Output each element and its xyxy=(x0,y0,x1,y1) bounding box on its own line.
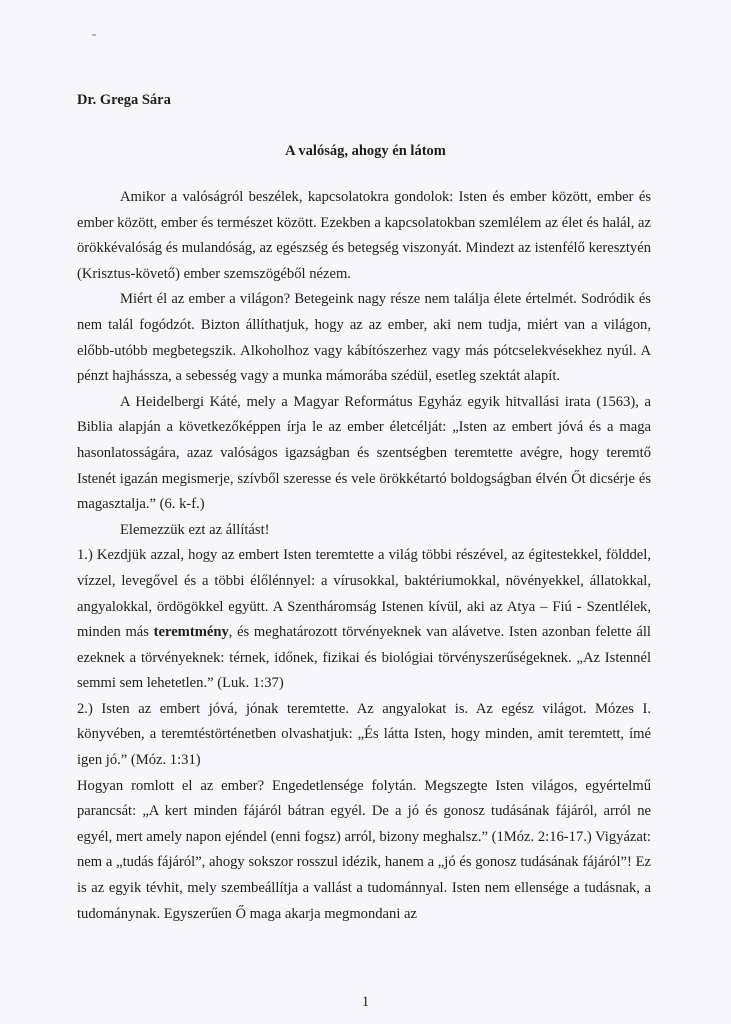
paragraph-point-1-start: 1.) Kezdjük azzal, hogy az embert Isten teremtette a világ többi részével, az égitestekkel, földdel, vízzel, levegővel és a többi élőlénnyel: a vírusokkal, baktériumokkal, növényekkel, állatokkal, angyalokkal, ördögökkel együtt. A Szentháromság Istenen kívül, aki az Atya – Fiú - Szentlélek, minden más xyxy=(77,547,651,641)
paragraph-analyze: Elemezzük ezt az állítást! xyxy=(120,521,270,538)
paragraph-question: Miért él az ember a világon? Betegeink nagy része nem találja élete értelmét. Sodródik és nem talál fogódzót. Bizton állíthatjuk, hogy az az ember, aki nem tudja, miért van a világon, előbb-utóbb megbetegszik. Alkoholhoz vagy kábítószerhez vagy más pótcselekvésekhez nyúl. A pénzt hajhássza, a sebesség vagy a munka mámorába szédül, esetleg szektát alapít. xyxy=(77,291,651,385)
paragraph-point-2: 2.) Isten az embert jóvá, jónak teremtette. Az angyalokat is. Az egész világot. Mózes I. könyvében, a teremtéstörténetben olvashatjuk: „És látta Isten, hogy minden, amit teremtett, ímé igen jó.” (Móz. 1:31) xyxy=(77,700,651,769)
body-text xyxy=(77,185,651,927)
paragraph-fall: Hogyan romlott el az ember? Engedetlensége folytán. Megszegte Isten világos, egyértelmű parancsát: „A kert minden fájáról bátran egyél. De a jó és gonosz tudásának fájáról, arról ne egyél, mert amely napon ejéndel (enni fogsz) arról, bizony meghalsz.” (1Móz. 2:16-17.) Vigyázat: nem a „tudás fájáról”, ahogy sokszor rosszul idézik, hanem a „jó és gonosz tudásának fájáról”! Ez is az egyik tévhit, mely szembeállítja a vallást a tudománnyal. Isten nem ellensége a tudásnak, a tudománynak. Egyszerűen Ő maga akarja megmondani az xyxy=(77,777,651,922)
paragraph-heidelberg: A Heidelbergi Káté, mely a Magyar Református Egyház egyik hitvallási irata (1563), a Biblia alapján a következőképpen írja le az ember életcélját: „Isten az embert jóvá és a maga hasonlatosságára, azaz valóságos igazságban és szentségben teremtette avégre, hogy teremtő Istenét igazán megismerje, szívből szeresse és vele örökkétartó boldogságban élvén Őt dicsérje és magasztalja.” (6. k-f.) xyxy=(77,393,651,513)
emphasis-word: teremtmény xyxy=(153,624,229,641)
page-number: 1 xyxy=(361,994,370,1010)
document-title: A valóság, ahogy én látom xyxy=(285,143,446,159)
paragraph-point-1 xyxy=(77,543,651,697)
author-name: Dr. Grega Sára xyxy=(77,92,171,108)
paragraph-point-1-end: , és meghatározott törvényeknek van alávetve. Isten azonban felette áll ezeknek a törvényeknek: térnek, időnek, fizikai és biológiai törvényszerűségeknek. „Az Istennél semmi sem lehetetlen.” (Luk. 1:37) xyxy=(77,624,651,692)
scan-mark xyxy=(92,34,96,36)
paragraph-intro: Amikor a valóságról beszélek, kapcsolatokra gondolok: Isten és ember között, ember és ember között, ember és természet között. Ezekben a kapcsolatokban szemlélem az élet és halál, az örökkévalóság és mulandóság, az egészség és betegség viszonyát. Mindezt az istenfélő keresztyén (Krisztus-követő) ember szemszögéből nézem. xyxy=(77,189,651,282)
